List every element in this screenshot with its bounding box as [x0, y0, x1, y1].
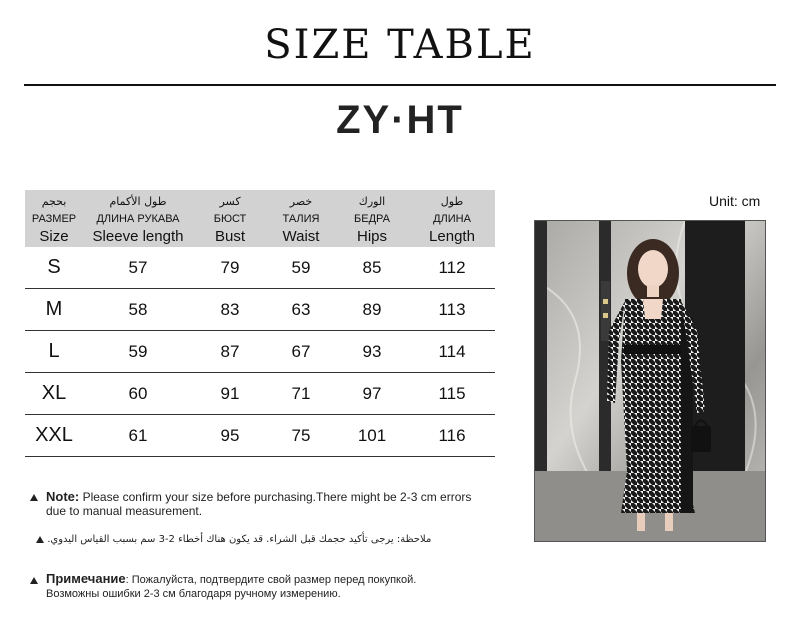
- note-label: Note:: [46, 489, 80, 504]
- header-ar: الورك: [358, 195, 386, 208]
- cell-size: XXL: [35, 424, 73, 446]
- header-en: Size: [39, 228, 69, 245]
- header-bust: [193, 190, 267, 247]
- header-ru: ДЛИНА РУКАВА: [96, 213, 180, 225]
- cell-length: 114: [438, 342, 466, 361]
- table-row: [25, 247, 495, 289]
- header-en: Sleeve length: [92, 228, 184, 245]
- cell-waist: 67: [291, 342, 311, 361]
- cell-hips: 89: [362, 300, 382, 319]
- header-size: [25, 190, 83, 247]
- header-en: Bust: [214, 228, 245, 245]
- table-row: [25, 415, 495, 457]
- cell-hips: 97: [362, 384, 382, 403]
- cell-size: S: [47, 256, 61, 278]
- cell-waist: 63: [291, 300, 311, 319]
- cell-length: 113: [438, 300, 466, 319]
- header-en: Hips: [356, 228, 387, 245]
- header-ar: كسر: [219, 195, 241, 208]
- header-sleeve-length: [83, 190, 193, 247]
- triangle-bullet-icon: [30, 577, 38, 584]
- cell-bust: 91: [220, 384, 240, 403]
- page-title: SIZE TABLE: [264, 22, 536, 68]
- table-row: [25, 331, 495, 373]
- note-russian: [30, 572, 500, 601]
- header-length: [409, 190, 495, 247]
- table-header: [25, 190, 495, 247]
- table-row: [25, 289, 495, 331]
- header-hips: [335, 190, 409, 247]
- cell-hips: 85: [362, 258, 382, 277]
- size-table: [25, 190, 495, 457]
- note-text: Please confirm your size before purchasing.There might be 2-3 cm errors: [82, 490, 472, 504]
- header-ar: طول الأكمام: [109, 195, 167, 208]
- header-ru: БЮСТ: [213, 213, 247, 225]
- header-ru: ДЛИНА: [433, 213, 471, 225]
- note-text-ar: ملاحظة: يرجى تأكيد حجمك قبل الشراء. قد يكون هناك أخطاء 2-3 سم بسبب القياس اليدوي.: [47, 534, 432, 545]
- title-divider: [24, 84, 776, 86]
- cell-hips: 101: [357, 426, 387, 445]
- model-photo-illustration: [535, 221, 765, 541]
- cell-sleeve: 58: [128, 300, 148, 319]
- header-ru: ТАЛИЯ: [282, 213, 320, 225]
- header-ar: طول: [440, 195, 464, 208]
- cell-length: 116: [438, 426, 466, 445]
- cell-length: 112: [438, 258, 466, 277]
- brand-name: ZY·HT: [336, 98, 464, 142]
- cell-sleeve: 60: [128, 384, 148, 403]
- cell-waist: 71: [291, 384, 311, 403]
- cell-bust: 95: [220, 426, 240, 445]
- cell-length: 115: [438, 384, 466, 403]
- header-ru: БЕДРА: [354, 213, 390, 225]
- cell-hips: 93: [362, 342, 382, 361]
- note-text-continued: due to manual measurement.: [46, 504, 203, 518]
- note-english: [30, 490, 500, 518]
- note-arabic: [30, 534, 500, 545]
- cell-size: XL: [41, 382, 67, 404]
- note-label-ru: Примечание: [46, 571, 126, 586]
- cell-size: L: [48, 340, 60, 362]
- header-en: Length: [429, 228, 475, 245]
- cell-sleeve: 59: [128, 342, 148, 361]
- header-waist: [267, 190, 335, 247]
- note-text-ru: : Пожалуйста, подтвердите свой размер перед покупкой.: [125, 574, 417, 586]
- model-photo: [534, 220, 766, 542]
- header-ar: خصر: [289, 195, 313, 208]
- header-ar: بحجم: [41, 195, 67, 208]
- cell-waist: 59: [291, 258, 311, 277]
- cell-bust: 83: [220, 300, 240, 319]
- unit-label: Unit: cm: [709, 193, 761, 209]
- cell-waist: 75: [291, 426, 311, 445]
- triangle-bullet-icon: [30, 494, 38, 501]
- cell-size: M: [45, 298, 63, 320]
- cell-bust: 79: [220, 258, 240, 277]
- table-row: [25, 373, 495, 415]
- cell-bust: 87: [220, 342, 240, 361]
- cell-sleeve: 57: [128, 258, 148, 277]
- cell-sleeve: 61: [128, 426, 148, 445]
- header-en: Waist: [282, 228, 320, 245]
- triangle-bullet-icon: [36, 536, 44, 543]
- note-text-ru-continued: Возможны ошибки 2-3 см благодаря ручному измерению.: [46, 588, 341, 600]
- header-ru: РАЗМЕР: [31, 213, 77, 225]
